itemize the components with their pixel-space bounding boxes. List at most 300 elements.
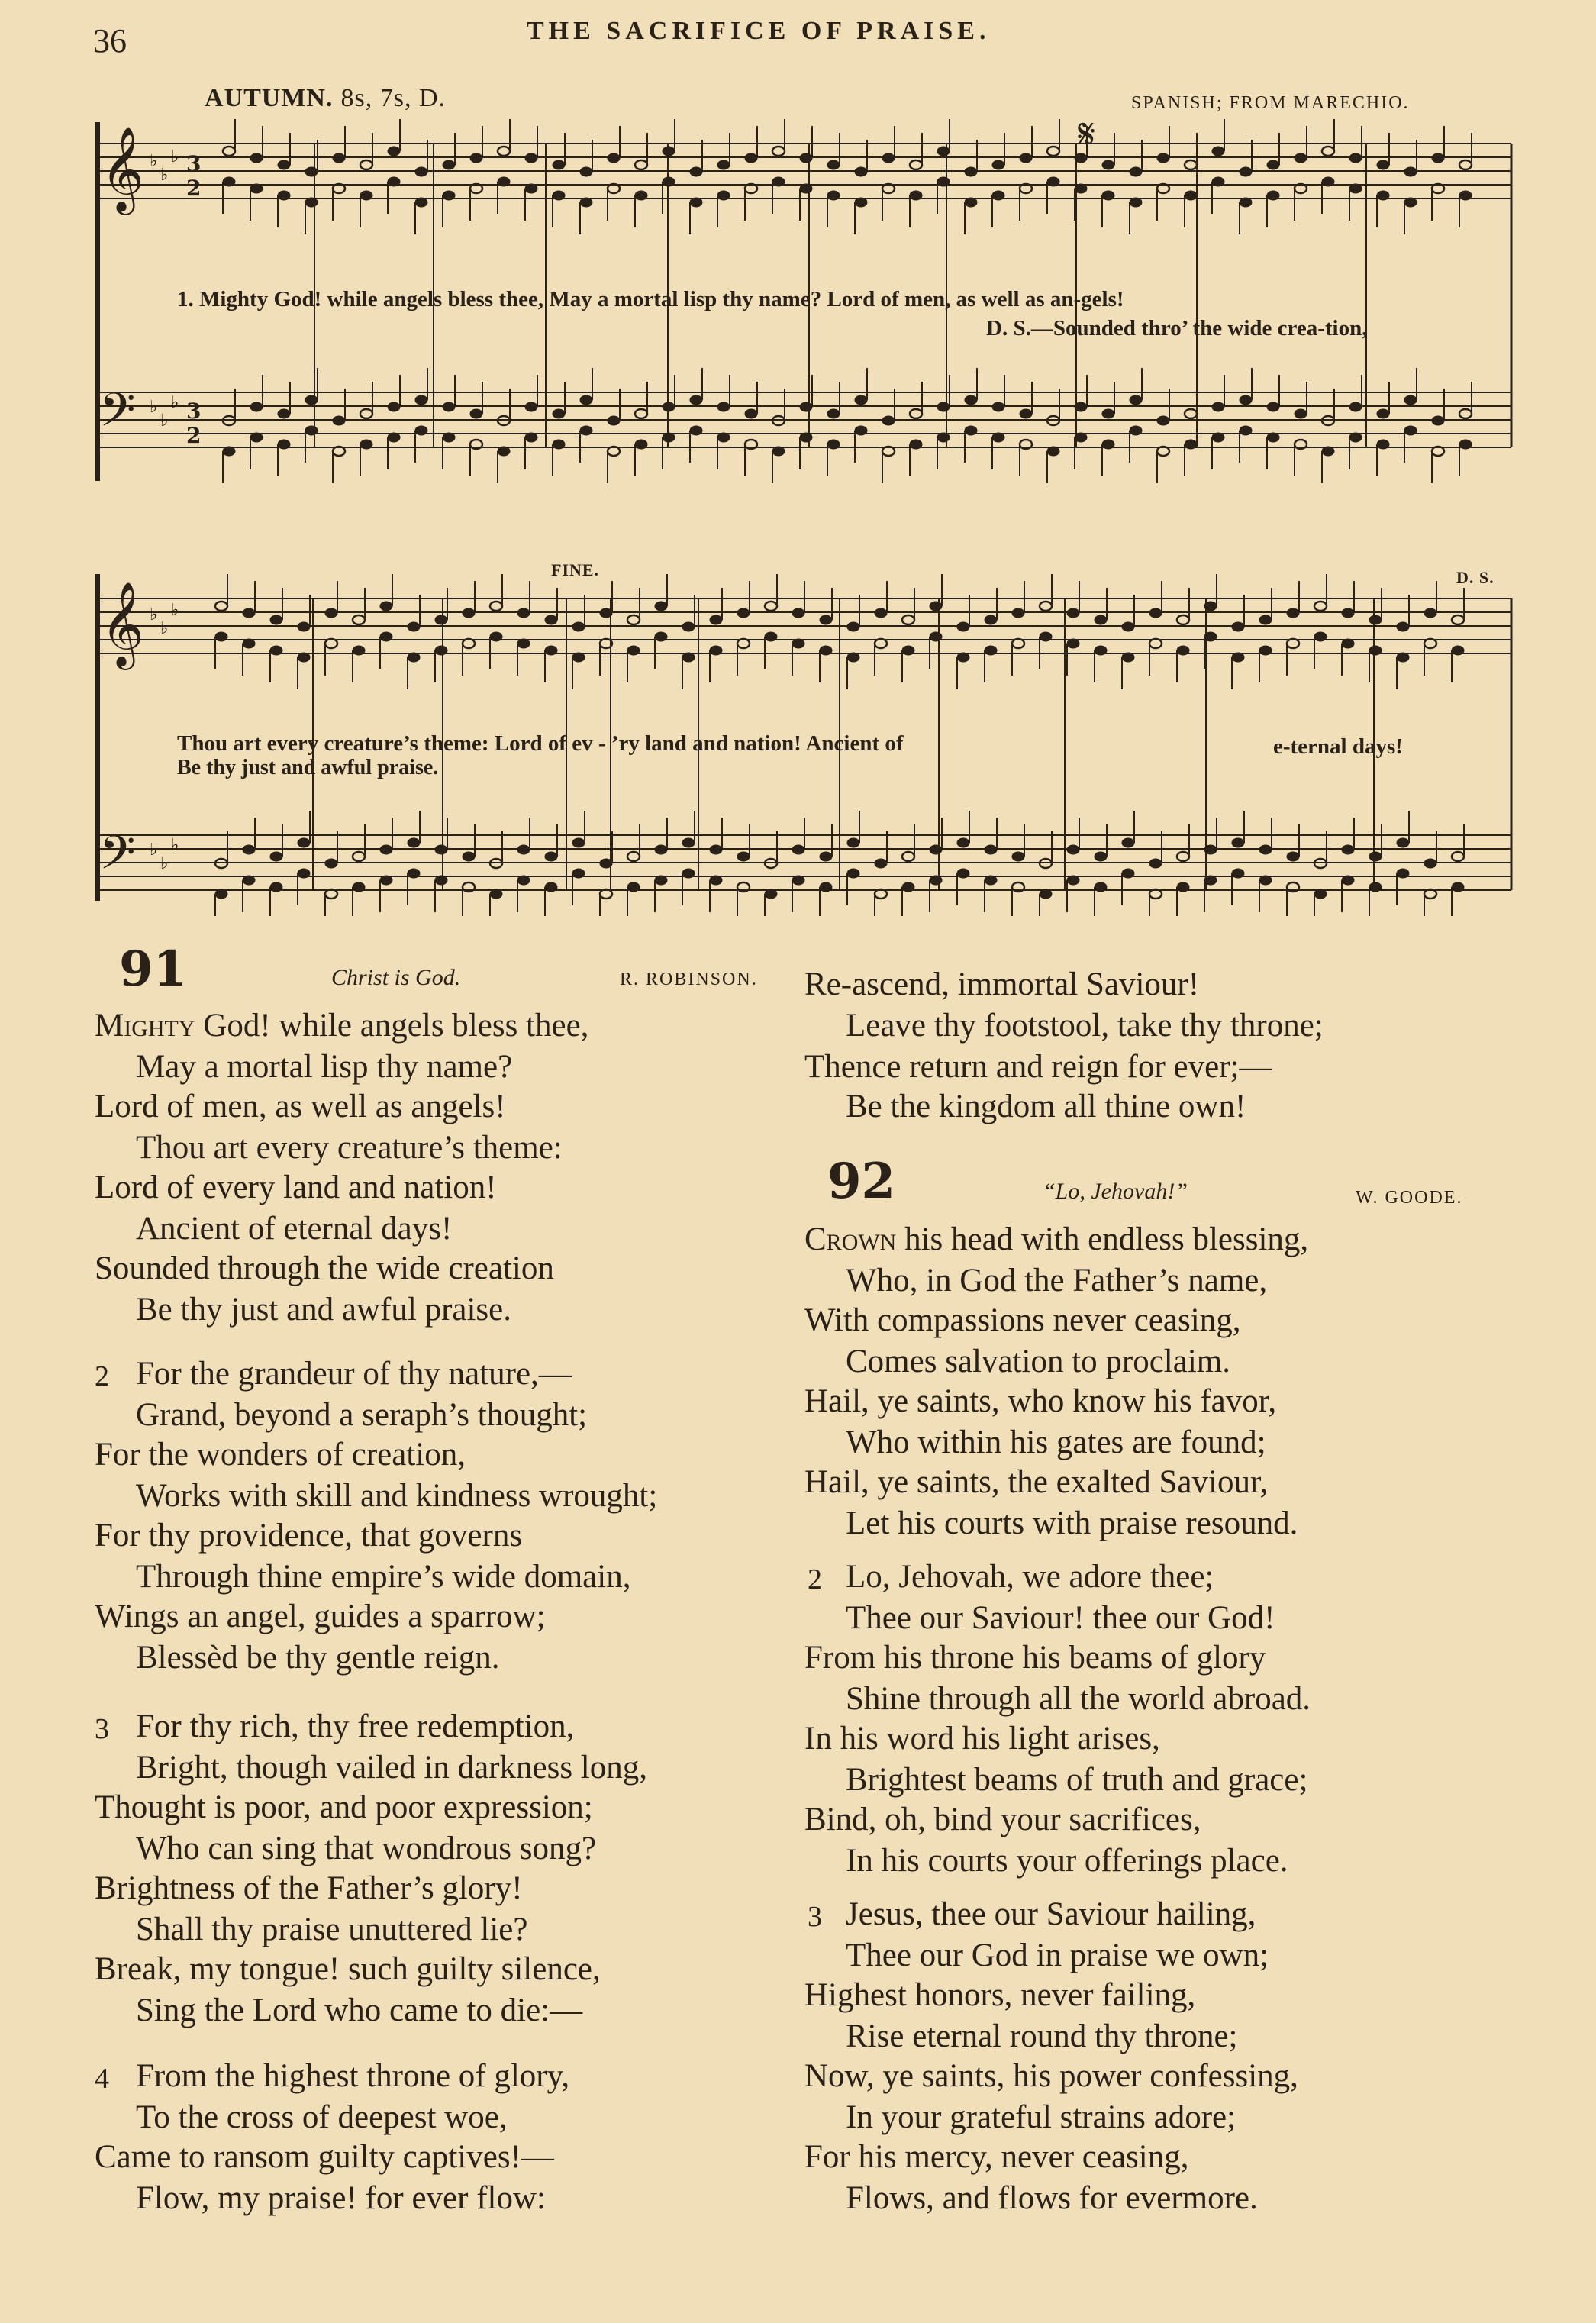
note-head (1432, 153, 1444, 163)
note-head (875, 608, 887, 618)
hymn-91-line: From the highest throne of glory, (136, 2058, 570, 2094)
hymn-91-first-word: Mighty (95, 1008, 195, 1044)
hymn-91-line: For the wonders of creation, (95, 1437, 466, 1473)
note-head (525, 433, 537, 442)
note-head (772, 447, 785, 456)
note-head (388, 147, 400, 156)
note-head (937, 402, 950, 411)
svg-text:♭: ♭ (160, 853, 169, 873)
note-head (985, 646, 997, 655)
note-head (902, 852, 914, 861)
note-head (1404, 167, 1417, 176)
hymn-91-line: Mighty God! while angels bless thee, (95, 1008, 589, 1044)
tune-lyric-line-3b: e-ternal days! (1273, 734, 1403, 759)
note-head (360, 191, 372, 200)
note-head (765, 602, 777, 611)
note-head (360, 440, 372, 449)
note-head (765, 632, 777, 641)
note-head (243, 876, 255, 885)
note-head (1369, 882, 1382, 892)
note-head (278, 409, 290, 418)
note-head (463, 608, 475, 618)
note-head (463, 852, 475, 861)
note-head (737, 852, 750, 861)
note-head (270, 882, 282, 892)
note-head (545, 852, 557, 861)
segno-sign: 𝄋 (1078, 110, 1096, 158)
note-head (1404, 198, 1417, 207)
page-number: 36 (93, 22, 127, 60)
hymn-91-line: Bright, though vailed in darkness long, (136, 1750, 648, 1786)
note-head (663, 177, 675, 186)
note-head (1232, 622, 1244, 631)
note-head (902, 615, 914, 624)
note-head (1369, 852, 1382, 861)
note-head (305, 426, 318, 435)
note-head (278, 160, 290, 169)
note-head (443, 160, 455, 169)
note-head (325, 859, 337, 868)
note-head (545, 646, 557, 655)
note-head (1047, 447, 1059, 456)
hymn-92-number: 92 (827, 1153, 896, 1210)
hymn-91-line: Lord of men, as well as angels! (95, 1089, 506, 1124)
hymn-91-line: Break, my tongue! such guilty silence, (95, 1951, 601, 1987)
note-head (690, 395, 702, 405)
note-head (1040, 602, 1052, 611)
note-head (1240, 395, 1252, 405)
note-head (325, 608, 337, 618)
hymn-91-line: Thou art every creature’s theme: (136, 1130, 563, 1166)
note-head (298, 653, 310, 662)
note-head (250, 402, 263, 411)
hymn-92-line: For his mercy, never ceasing, (804, 2139, 1189, 2175)
note-head (690, 198, 702, 207)
note-head (1075, 184, 1087, 193)
tune-lyric-line-4: Be thy just and awful praise. (177, 756, 439, 779)
svg-text:3: 3 (186, 398, 202, 424)
note-head (408, 838, 420, 847)
note-head (250, 433, 263, 442)
note-head (1232, 838, 1244, 847)
note-head (1185, 160, 1197, 169)
note-head (1204, 632, 1217, 641)
note-head (992, 191, 1004, 200)
note-head (298, 622, 310, 631)
hymn-92-line: Let his courts with praise resound. (846, 1505, 1298, 1541)
note-head (682, 869, 695, 878)
note-head (305, 167, 318, 176)
note-head (1212, 402, 1224, 411)
note-head (1067, 876, 1079, 885)
note-head (985, 876, 997, 885)
note-head (827, 160, 840, 169)
hymn-92-line: In your grateful strains adore; (846, 2099, 1236, 2135)
hymn-91-line: Lord of every land and nation! (95, 1170, 497, 1205)
hymn-91-line: To the cross of deepest woe, (136, 2099, 508, 2135)
note-head (215, 602, 227, 611)
hymn-91-line: Re-ascend, immortal Saviour! (804, 966, 1200, 1002)
note-head (1095, 646, 1107, 655)
note-head (443, 433, 455, 442)
note-head (443, 191, 455, 200)
hymn-91-line: Who can sing that wondrous song? (136, 1831, 597, 1866)
note-head (847, 869, 859, 878)
note-head (1012, 608, 1024, 618)
hymn-92-line: Who within his gates are found; (846, 1424, 1266, 1460)
note-head (710, 646, 722, 655)
hymn-91-line: For the grandeur of thy nature,— (136, 1356, 572, 1392)
note-head (937, 147, 950, 156)
note-head (1377, 409, 1389, 418)
note-head (1204, 602, 1217, 611)
tune-meter: 8s, 7s, D. (340, 84, 447, 112)
note-head (1130, 426, 1142, 435)
note-head (298, 838, 310, 847)
note-head (517, 845, 530, 854)
note-head (270, 646, 282, 655)
note-head (1267, 433, 1279, 442)
note-head (1452, 882, 1464, 892)
note-head (1377, 160, 1389, 169)
hymn-91-line: Wings an angel, guides a sparrow; (95, 1599, 546, 1634)
note-head (1349, 433, 1362, 442)
hymn-92-line: Comes salvation to proclaim. (846, 1344, 1230, 1379)
note-head (902, 882, 914, 892)
hymn-92-line: Shine through all the world abroad. (846, 1681, 1311, 1717)
note-head (388, 402, 400, 411)
note-head (820, 646, 832, 655)
hymn-91-line: Be thy just and awful praise. (136, 1292, 512, 1328)
note-head (627, 615, 640, 624)
hymn-92-line: Bind, oh, bind your sacrifices, (804, 1802, 1201, 1837)
note-head (498, 447, 510, 456)
note-head (572, 869, 585, 878)
note-head (930, 632, 942, 641)
note-head (1452, 615, 1464, 624)
note-head (1342, 876, 1354, 885)
note-head (1177, 615, 1189, 624)
note-head (1322, 447, 1334, 456)
note-head (930, 602, 942, 611)
note-head (1377, 191, 1389, 200)
note-head (1212, 433, 1224, 442)
treble-clef-2: 𝄞 (101, 581, 144, 666)
note-head (553, 440, 565, 449)
note-head (553, 160, 565, 169)
note-head (957, 653, 969, 662)
note-head (627, 882, 640, 892)
note-head (820, 882, 832, 892)
note-head (635, 440, 647, 449)
note-head (1204, 876, 1217, 885)
note-head (1259, 876, 1272, 885)
note-head (710, 845, 722, 854)
note-head (1424, 859, 1436, 868)
note-head (278, 440, 290, 449)
note-head (525, 402, 537, 411)
hymn-92-line: Thee our God in praise we own; (846, 1937, 1269, 1973)
note-head (580, 167, 592, 176)
note-head (353, 882, 365, 892)
note-head (517, 876, 530, 885)
note-head (1349, 153, 1362, 163)
note-head (930, 845, 942, 854)
hymn-91-line: Thence return and reign for ever;— (804, 1049, 1272, 1085)
note-head (408, 869, 420, 878)
note-head (435, 646, 447, 655)
note-head (1185, 409, 1197, 418)
note-head (408, 653, 420, 662)
note-head (435, 876, 447, 885)
note-head (957, 622, 969, 631)
note-head (710, 615, 722, 624)
note-head (682, 653, 695, 662)
bass-clef-1: 𝄢 (99, 383, 136, 449)
note-head (1212, 147, 1224, 156)
note-head (278, 191, 290, 200)
note-head (710, 876, 722, 885)
note-head (937, 433, 950, 442)
note-head (827, 409, 840, 418)
note-head (1397, 653, 1409, 662)
note-head (305, 198, 318, 207)
note-head (353, 852, 365, 861)
note-head (737, 608, 750, 618)
note-head (1459, 440, 1472, 449)
svg-text:♭: ♭ (160, 165, 169, 185)
note-head (717, 160, 730, 169)
note-head (435, 845, 447, 854)
note-head (608, 416, 620, 425)
note-head (663, 147, 675, 156)
note-head (1314, 889, 1327, 899)
note-head (1267, 402, 1279, 411)
tune-title: AUTUMN. (205, 84, 334, 112)
hymn-92-line: Brightest beams of truth and grace; (846, 1762, 1308, 1798)
hymn-92-line: Hail, ye saints, who know his favor, (804, 1383, 1277, 1419)
note-head (1177, 646, 1189, 655)
note-head (243, 639, 255, 648)
svg-text:♭: ♭ (171, 147, 179, 166)
note-head (1314, 602, 1327, 611)
note-head (1095, 615, 1107, 624)
note-head (663, 402, 675, 411)
hymn-92-author: W. GOODE. (1356, 1188, 1463, 1208)
hymn-91-author: R. ROBINSON. (620, 970, 758, 989)
hymn-92-line: Highest honors, never failing, (804, 1977, 1196, 2013)
note-head (1424, 608, 1436, 618)
note-head (580, 426, 592, 435)
hymn-92-line: Flows, and flows for evermore. (846, 2180, 1258, 2216)
note-head (490, 632, 502, 641)
note-head (572, 653, 585, 662)
note-head (965, 167, 977, 176)
svg-text:♭: ♭ (150, 151, 158, 171)
note-head (353, 615, 365, 624)
hymn-91-line: Through thine empire’s wide domain, (136, 1559, 631, 1595)
bass-clef-2: 𝄢 (99, 826, 136, 892)
note-head (772, 147, 785, 156)
note-head (965, 395, 977, 405)
note-head (800, 402, 812, 411)
note-head (855, 167, 867, 176)
note-head (682, 622, 695, 631)
note-head (1040, 889, 1052, 899)
note-head (1177, 882, 1189, 892)
hymn-91-line: Grand, beyond a seraph’s thought; (136, 1397, 588, 1433)
note-head (1130, 395, 1142, 405)
note-head (388, 433, 400, 442)
hymn-91-number: 91 (119, 940, 188, 998)
note-head (553, 409, 565, 418)
hymn-91-line: Shall thy praise unuttered lie? (136, 1912, 528, 1947)
note-head (380, 845, 392, 854)
note-head (827, 191, 840, 200)
note-head (1369, 615, 1382, 624)
note-head (1377, 440, 1389, 449)
note-head (1067, 845, 1079, 854)
note-head (992, 402, 1004, 411)
note-head (635, 409, 647, 418)
note-head (545, 882, 557, 892)
note-head (1067, 608, 1079, 618)
note-head (1232, 869, 1244, 878)
hymn-91-line: Leave thy footstool, take thy throne; (846, 1008, 1324, 1044)
note-head (820, 615, 832, 624)
svg-text:♭: ♭ (171, 600, 179, 620)
note-head (1102, 191, 1114, 200)
hymn-92-stanza-number: 2 (808, 1563, 822, 1595)
note-head (608, 153, 620, 163)
hymn-91-line: For thy providence, that governs (95, 1518, 523, 1554)
note-head (525, 184, 537, 193)
note-head (745, 153, 757, 163)
note-head (1452, 852, 1464, 861)
note-head (1157, 153, 1169, 163)
note-head (882, 153, 895, 163)
svg-text:♭: ♭ (171, 392, 179, 412)
note-head (498, 177, 510, 186)
note-head (635, 160, 647, 169)
note-head (902, 646, 914, 655)
note-head (910, 440, 922, 449)
note-head (800, 184, 812, 193)
hymn-92-line: Who, in God the Father’s name, (846, 1263, 1268, 1299)
note-head (985, 845, 997, 854)
note-head (498, 147, 510, 156)
note-head (690, 167, 702, 176)
note-head (600, 859, 612, 868)
note-head (855, 395, 867, 405)
note-head (1287, 608, 1299, 618)
note-head (655, 876, 667, 885)
note-head (1075, 433, 1087, 442)
note-head (1342, 608, 1354, 618)
note-head (957, 869, 969, 878)
note-head (1067, 639, 1079, 648)
note-head (1259, 845, 1272, 854)
note-head (910, 409, 922, 418)
note-head (443, 402, 455, 411)
note-head (792, 608, 804, 618)
note-head (792, 876, 804, 885)
note-head (663, 433, 675, 442)
note-head (415, 395, 427, 405)
note-head (1130, 198, 1142, 207)
note-head (223, 447, 235, 456)
note-head (415, 426, 427, 435)
hymn-92-line: From his throne his beams of glory (804, 1640, 1266, 1676)
note-head (353, 646, 365, 655)
note-head (305, 395, 318, 405)
note-head (992, 433, 1004, 442)
note-head (470, 153, 482, 163)
svg-text:♭: ♭ (160, 411, 169, 431)
note-head (882, 416, 895, 425)
svg-text:2: 2 (186, 423, 202, 448)
note-head (415, 167, 427, 176)
note-head (1397, 869, 1409, 878)
note-head (380, 876, 392, 885)
note-head (992, 160, 1004, 169)
note-head (1459, 409, 1472, 418)
tune-lyric-line-3: Thou art every creature’s theme: Lord of ev - ’ry land and nation! Ancient of (177, 731, 904, 756)
hymn-91-stanza-number: 4 (95, 2063, 109, 2095)
note-head (1122, 653, 1134, 662)
note-head (215, 889, 227, 899)
note-head (765, 889, 777, 899)
note-head (1240, 198, 1252, 207)
hymn-91-line: For thy rich, thy free redemption, (136, 1708, 575, 1744)
hymn-91-line: Sing the Lord who came to die:— (136, 1992, 583, 2028)
note-head (298, 869, 310, 878)
note-head (690, 426, 702, 435)
note-head (1047, 177, 1059, 186)
note-head (408, 622, 420, 631)
note-head (525, 153, 537, 163)
note-head (847, 838, 859, 847)
note-head (517, 608, 530, 618)
note-head (1095, 852, 1107, 861)
note-head (627, 852, 640, 861)
tune-lyric-line-2: D. S.—Sounded thro’ the wide crea-tion, (986, 316, 1368, 340)
hymn-91-line: Blessèd be thy gentle reign. (136, 1640, 500, 1676)
note-head (1212, 177, 1224, 186)
note-head (553, 191, 565, 200)
hymn-91-line: Came to ransom guilty captives!— (95, 2139, 554, 2175)
hymn-92-line: Crown his head with endless blessing, (804, 1221, 1309, 1257)
hymn-91-line: Be the kingdom all thine own! (846, 1089, 1246, 1124)
note-head (1295, 153, 1307, 163)
note-head (1322, 147, 1334, 156)
note-head (875, 859, 887, 868)
note-head (717, 433, 730, 442)
note-head (965, 198, 977, 207)
svg-text:♭: ♭ (150, 605, 158, 624)
note-head (380, 602, 392, 611)
note-head (1012, 852, 1024, 861)
note-head (655, 845, 667, 854)
note-head (1314, 632, 1327, 641)
note-head (1369, 646, 1382, 655)
note-head (1130, 167, 1142, 176)
hymn-91-line: Ancient of eternal days! (136, 1211, 453, 1247)
note-head (800, 153, 812, 163)
ds-mark: D. S. (1456, 568, 1494, 587)
note-head (360, 160, 372, 169)
note-head (1349, 184, 1362, 193)
